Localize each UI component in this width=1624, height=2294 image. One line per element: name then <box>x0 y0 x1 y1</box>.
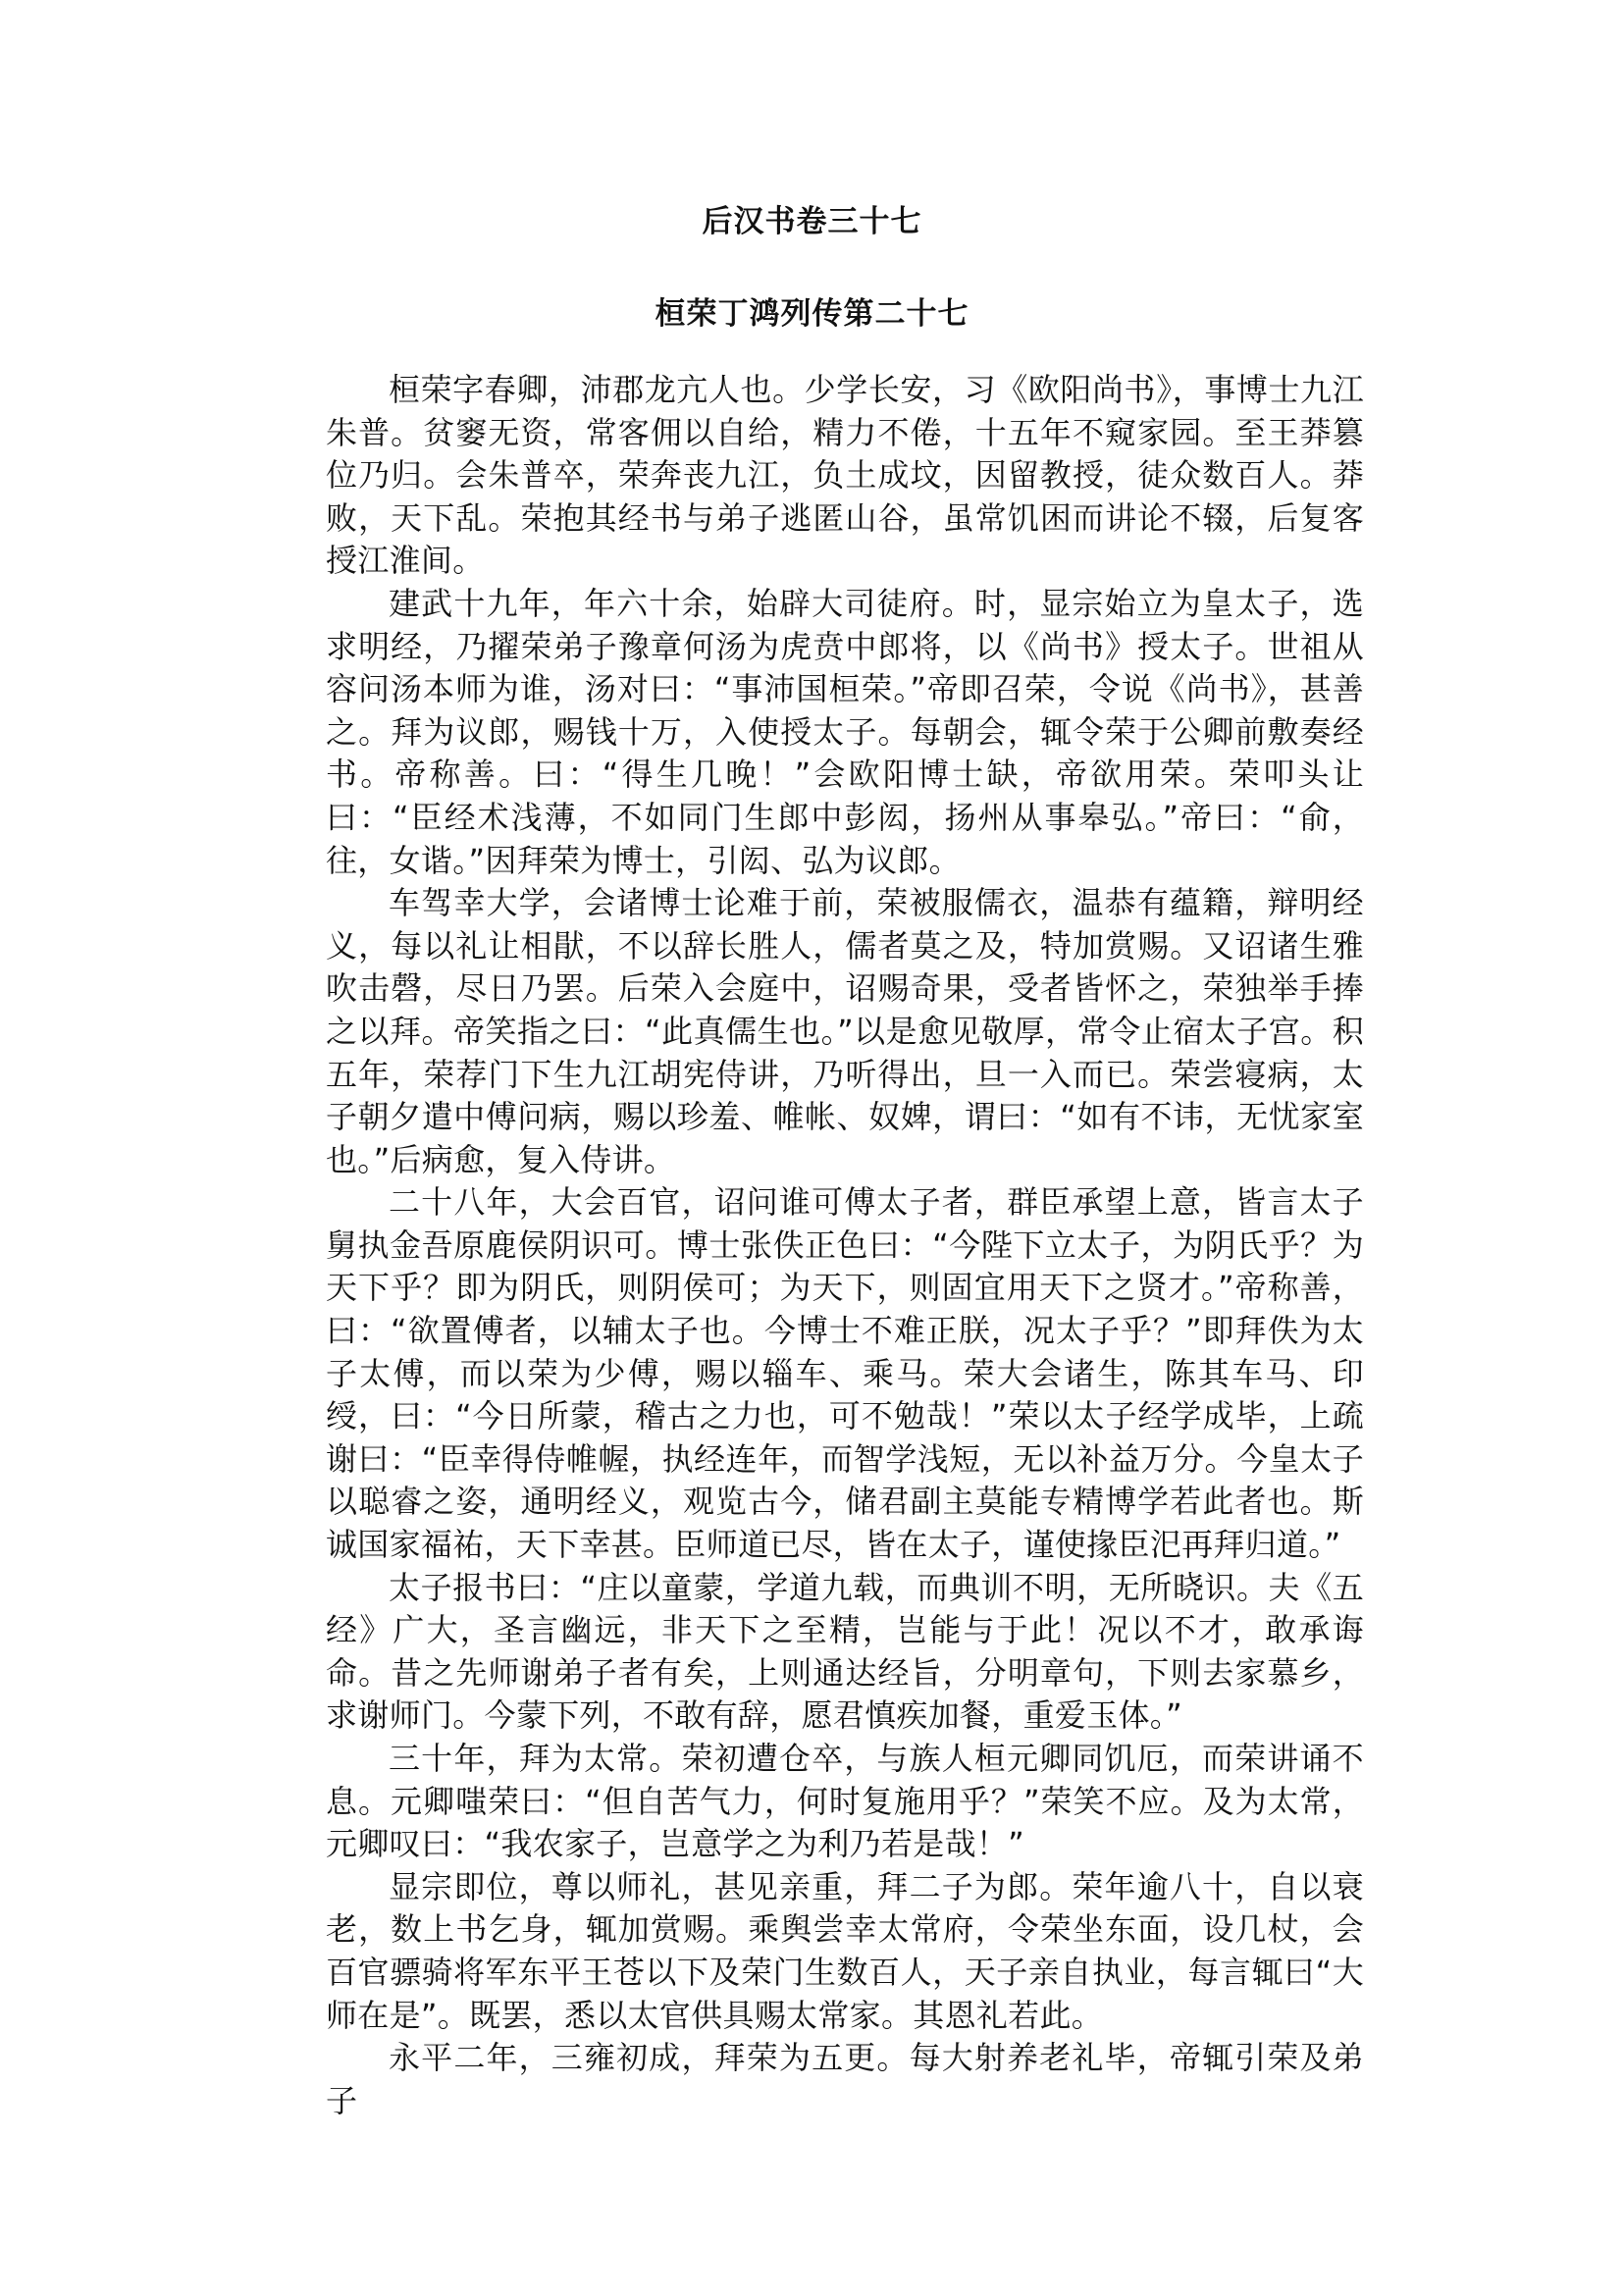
chapter-title: 桓荣丁鸿列传第二十七 <box>655 296 969 332</box>
paragraph-4: 二十八年，大会百官，诏问谁可傅太子者，群臣承望上意，皆言太子舅执金吾原鹿侯阴识可。博士张佚正色曰：“今陛下立太子，为阴氏乎？为天下乎？即为阴氏，则阴侯可；为天下，则固宜用天下之贤才。”帝称善，曰：“欲置傅者，以辅太子也。今博士不难正朕，况太子乎？”即拜佚为太子太傅，而以荣为少傅，赐以辎车、乘马。荣大会诸生，陈其车马、印绶，曰：“今日所蒙，稽古之力也，可不勉哉！”荣以太子经学成毕，上疏谢曰：“臣幸得侍帷幄，执经连年，而智学浅短，无以补益万分。今皇太子以聪睿之姿，通明经义，观览古今，储君副主莫能专精博学若此者也。斯诚国家福祐，天下幸甚。臣师道已尽，皆在太子，谨使掾臣汜再拜归道。” <box>326 1183 1364 1564</box>
paragraph-8: 永平二年，三雍初成，拜荣为五更。每大射养老礼毕，帝辄引荣及弟子 <box>326 2039 1364 2119</box>
paragraph-7: 显宗即位，尊以师礼，甚见亲重，拜二子为郎。荣年逾八十，自以衰老，数上书乞身，辄加赏赐。乘舆尝幸太常府，令荣坐东面，设几杖，会百官骠骑将军东平王苍以下及荣门生数百人，天子亲自执业，每言辄曰“大师在是”。既罢，悉以太官供具赐太常家。其恩礼若此。 <box>326 1867 1364 2034</box>
paragraph-2: 建武十九年，年六十余，始辟大司徒府。时，显宗始立为皇太子，选求明经，乃擢荣弟子豫章何汤为虎贲中郎将，以《尚书》授太子。世祖从容问汤本师为谁，汤对曰：“事沛国桓荣。”帝即召荣，令说《尚书》，甚善之。拜为议郎，赐钱十万，入使授太子。每朝会，辄令荣于公卿前敷奏经书。帝称善。曰：“得生几晚！”会欧阳博士缺，帝欲用荣。荣叩头让曰：“臣经术浅薄，不如同门生郎中彭闳，扬州从事皋弘。”帝曰：“俞，往，女谐。”因拜荣为博士，引闳、弘为议郎。 <box>326 584 1364 879</box>
paragraph-3: 车驾幸大学，会诸博士论难于前，荣被服儒衣，温恭有蕴籍，辩明经义，每以礼让相猒，不以辞长胜人，儒者莫之及，特加赏赐。又诏诸生雅吹击磬，尽日乃罢。后荣入会庭中，诏赐奇果，受者皆怀之，荣独举手捧之以拜。帝笑指之曰：“此真儒生也。”以是愈见敬厚，常令止宿太子宫。积五年，荣荐门下生九江胡宪侍讲，乃听得出，旦一入而已。荣尝寝病，太子朝夕遣中傅问病，赐以珍羞、帷帐、奴婢，谓曰：“如有不讳，无忧家室也。”后病愈，复入侍讲。 <box>326 884 1364 1178</box>
paragraph-6: 三十年，拜为太常。荣初遭仓卒，与族人桓元卿同饥厄，而荣讲诵不息。元卿嗤荣曰：“但自苦气力，何时复施用乎？”荣笑不应。及为太常，元卿叹曰：“我农家子，岂意学之为利乃若是哉！” <box>326 1740 1364 1863</box>
body-text <box>326 369 1364 2122</box>
paragraph-5: 太子报书曰：“庄以童蒙，学道九载，而典训不明，无所晓识。夫《五经》广大，圣言幽远，非天下之至精，岂能与于此！况以不才，敢承诲命。昔之先师谢弟子者有矣，上则通达经旨，分明章句，下则去家慕乡，求谢师门。今蒙下列，不敢有辞，愿君慎疾加餐，重爱玉体。” <box>326 1568 1364 1735</box>
paragraph-1: 桓荣字春卿，沛郡龙亢人也。少学长安，习《欧阳尚书》，事博士九江朱普。贫窭无资，常客佣以自给，精力不倦，十五年不窥家园。至王莽篡位乃归。会朱普卒，荣奔丧九江，负土成坟，因留教授，徒众数百人。莽败，天下乱。荣抱其经书与弟子逃匿山谷，虽常饥困而讲论不辍，后复客授江淮间。 <box>326 371 1364 580</box>
book-title: 后汉书卷三十七 <box>702 204 922 239</box>
